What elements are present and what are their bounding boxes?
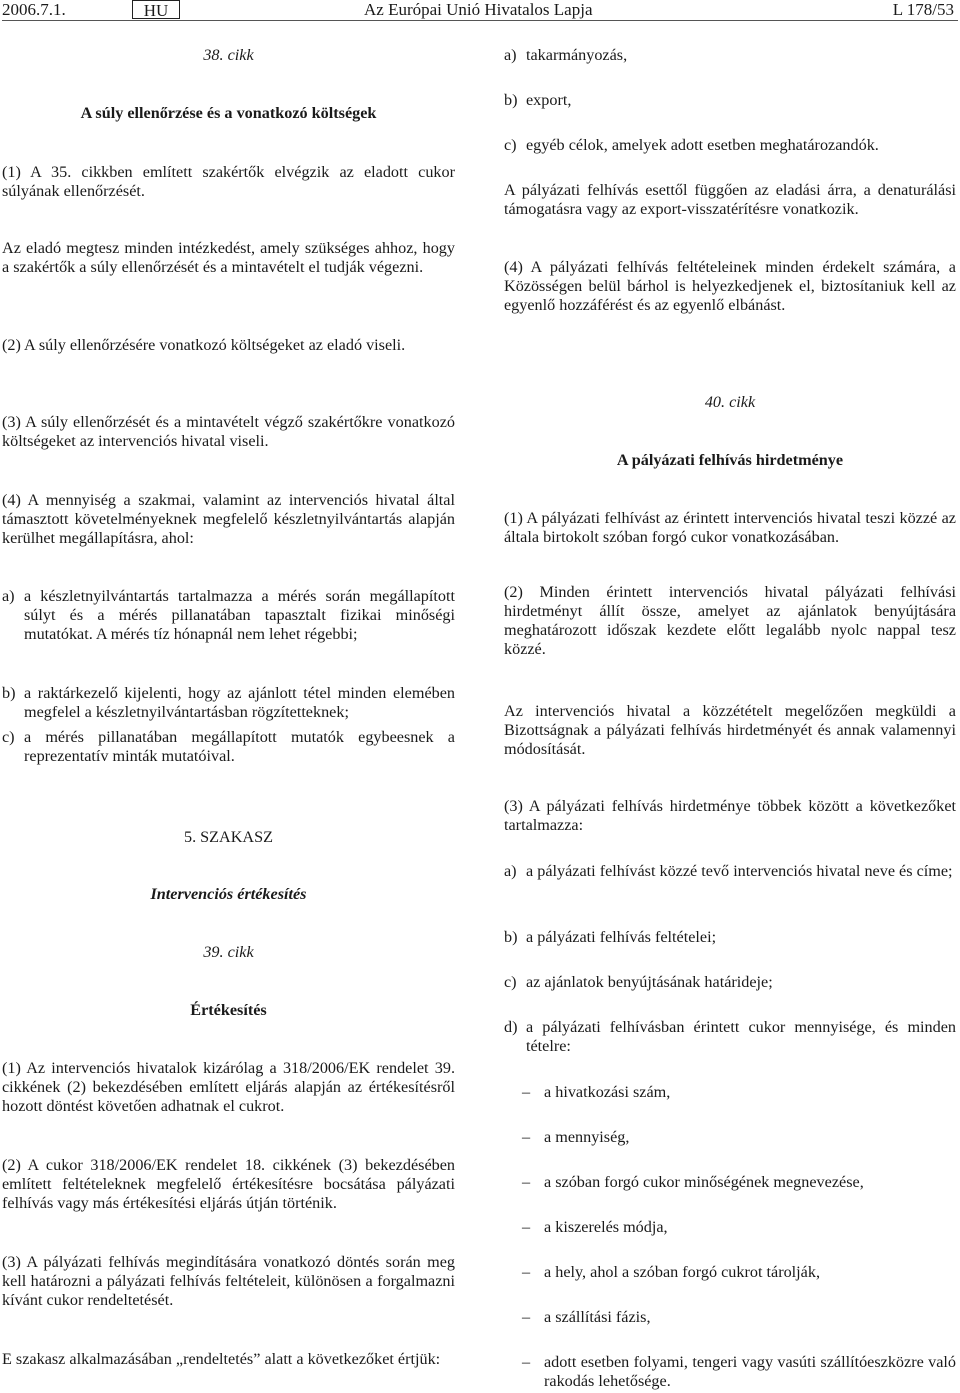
- notice-item-d: [504, 1018, 956, 1056]
- art38-para-1: (1) A 35. cikkben említett szakértők elvégzik az eladott cukor súlyának ellenőrzését.: [2, 163, 455, 200]
- page-number: L 178/53: [892, 0, 954, 19]
- art39-para-4: (4) A pályázati felhívás feltételeinek minden érdekelt számára, a Közösségen belül bárhol is helyezkedjenek el, biztosítaniuk kell az egyenlő hozzáférést és az egyenlő elbánást.: [504, 258, 956, 314]
- art38-para-3: (3) A súly ellenőrzését és a mintavételt végző szakértőkre vonatkozó költségeket az intervenciós hivatal viseli.: [2, 413, 455, 450]
- list-item-b: [2, 684, 455, 722]
- art39-para-3-cont: E szakasz alkalmazásában „rendeltetés” alatt a következőket értjük:: [2, 1350, 441, 1368]
- article-39-number: 39. cikk: [203, 943, 254, 961]
- article-38-title: A súly ellenőrzése és a vonatkozó költségek: [80, 104, 377, 122]
- list-text: a mennyiség,: [544, 1128, 630, 1146]
- list-label: c): [504, 136, 517, 154]
- list-text: a pályázati felhívásban érintett cukor mennyisége, és minden tételre:: [526, 1018, 956, 1055]
- dash-icon: –: [522, 1218, 531, 1236]
- list-text: a készletnyilvántartás tartalmazza a mérés során megállapított súlyt és a mérés pillanatában tapasztalt fizikai minőségi mutatókat. A mérés tíz hónapnál nem lehet régebbi;: [24, 587, 455, 643]
- art39-para-2: (2) A cukor 318/2006/EK rendelet 18. cikkének (3) bekezdésében említett feltételeknek megfelelő értékesítésre bocsátása pályázati felhívás vagy más értékesítési eljárás útján történik.: [2, 1156, 455, 1212]
- publication-date: 2006.7.1.: [2, 0, 66, 19]
- article-39-title: Értékesítés: [190, 1001, 267, 1019]
- list-label: d): [504, 1018, 518, 1036]
- list-label: b): [2, 684, 16, 702]
- list-text: a hivatkozási szám,: [544, 1083, 671, 1101]
- article-40-number: 40. cikk: [704, 393, 756, 411]
- list-text: a mérés pillanatában megállapított mutatók egybeesnek a reprezentatív minták mutatóival.: [24, 728, 455, 765]
- dash-icon: –: [522, 1308, 531, 1326]
- section-number: 5. SZAKASZ: [183, 828, 274, 846]
- art38-para-1-cont: Az eladó megtesz minden intézkedést, amely szükséges ahhoz, hogy a szakértők a súly ellenőrzését és a mintavételt el tudják végezni.: [2, 239, 455, 276]
- notice-item-a: [504, 862, 956, 881]
- list-label: a): [2, 587, 15, 605]
- lot-item-7: [504, 1353, 956, 1391]
- lot-item-4: [504, 1218, 956, 1237]
- header-rule: [2, 20, 958, 21]
- dash-icon: –: [522, 1128, 531, 1146]
- art39-para-1: (1) Az intervenciós hivatalok kizárólag a 318/2006/EK rendelet 39. cikkének (2) bekezdésében említett eljárás alapján az értékesítésről hozott döntést követően adhatnak el cukrot.: [2, 1059, 455, 1115]
- dash-icon: –: [522, 1083, 531, 1101]
- article-40-title: A pályázati felhívás hirdetménye: [616, 451, 844, 469]
- journal-title: Az Európai Unió Hivatalos Lapja: [364, 0, 593, 19]
- list-text: a pályázati felhívás feltételei;: [526, 928, 717, 946]
- art40-para-2-cont: Az intervenciós hivatal a közzétételt megelőzően megküldi a Bizottságnak a pályázati felhívás hirdetményét és annak valamennyi módosítását.: [504, 702, 956, 758]
- dash-icon: –: [522, 1173, 531, 1191]
- list-text: egyéb célok, amelyek adott esetben meghatározandók.: [526, 136, 879, 154]
- use-item-b: [504, 91, 956, 110]
- art40-para-1: (1) A pályázati felhívást az érintett intervenciós hivatal teszi közzé az általa birtokolt szóban forgó cukor vonatkozásában.: [504, 509, 956, 546]
- list-label: b): [504, 928, 518, 946]
- list-label: c): [2, 728, 15, 746]
- dash-icon: –: [522, 1353, 531, 1371]
- list-text: a hely, ahol a szóban forgó cukrot tárolják,: [544, 1263, 820, 1281]
- section-title: Intervenciós értékesítés: [150, 885, 307, 903]
- list-text: az ajánlatok benyújtásának határideje;: [526, 973, 773, 991]
- list-text: a kiszerelés módja,: [544, 1218, 668, 1236]
- list-text: export,: [526, 91, 572, 109]
- list-text: takarmányozás,: [526, 46, 628, 64]
- notice-item-c: [504, 973, 956, 992]
- art40-para-3: (3) A pályázati felhívás hirdetménye többek között a következőket tartalmazza:: [504, 797, 956, 834]
- lot-item-1: [504, 1083, 956, 1102]
- list-label: b): [504, 91, 518, 109]
- art38-para-4: (4) A mennyiség a szakmai, valamint az intervenciós hivatal által támasztott követelményeknek megfelelő készletnyilvántartás alapján kerülhet megállapításra, ahol:: [2, 491, 455, 547]
- list-text: a szállítási fázis,: [544, 1308, 651, 1326]
- list-text: a szóban forgó cukor minőségének megnevezése,: [544, 1173, 864, 1191]
- list-label: a): [504, 862, 517, 880]
- lot-item-3: [504, 1173, 956, 1192]
- lot-item-5: [504, 1263, 956, 1282]
- list-text: adott esetben folyami, tengeri vagy vasúti szállítóeszközre való rakodás lehetősége.: [544, 1353, 956, 1390]
- list-item-a: [2, 587, 455, 644]
- page-header: [0, 0, 960, 22]
- art38-para-2: (2) A súly ellenőrzésére vonatkozó költségeket az eladó viseli.: [2, 336, 406, 354]
- list-label: a): [504, 46, 517, 64]
- use-item-a: [504, 46, 956, 65]
- art39-para-3: (3) A pályázati felhívás megindítására vonatkozó döntés során meg kell határozni a pályázati felhívás feltételeit, különösen a forgalmazni kívánt cukor rendeltetését.: [2, 1253, 455, 1309]
- notice-item-b: [504, 928, 956, 947]
- list-text: a raktárkezelő kijelenti, hogy az ajánlott tétel minden elemében megfelel a készletnyilvántartásban rögzítetteknek;: [24, 684, 455, 721]
- lot-item-6: [504, 1308, 956, 1327]
- list-label: c): [504, 973, 517, 991]
- list-item-c: [2, 728, 455, 766]
- use-item-c: [504, 136, 956, 155]
- art40-para-2: (2) Minden érintett intervenciós hivatal pályázati felhívási hirdetményt állít össze, amelyet az ajánlatok benyújtására meghatározott időszak kezdete előtt legalább nyolc nappal tesz közzé.: [504, 583, 956, 658]
- article-38-number: 38. cikk: [203, 46, 254, 64]
- language-code-box: HU: [132, 0, 180, 19]
- dash-icon: –: [522, 1263, 531, 1281]
- lot-item-2: [504, 1128, 956, 1147]
- art39-para-3-note: A pályázati felhívás esettől függően az eladási árra, a denaturálási támogatásra vagy az export-visszatérítésre vonatkozik.: [504, 181, 956, 218]
- list-text: a pályázati felhívást közzé tevő intervenciós hivatal neve és címe;: [526, 862, 953, 880]
